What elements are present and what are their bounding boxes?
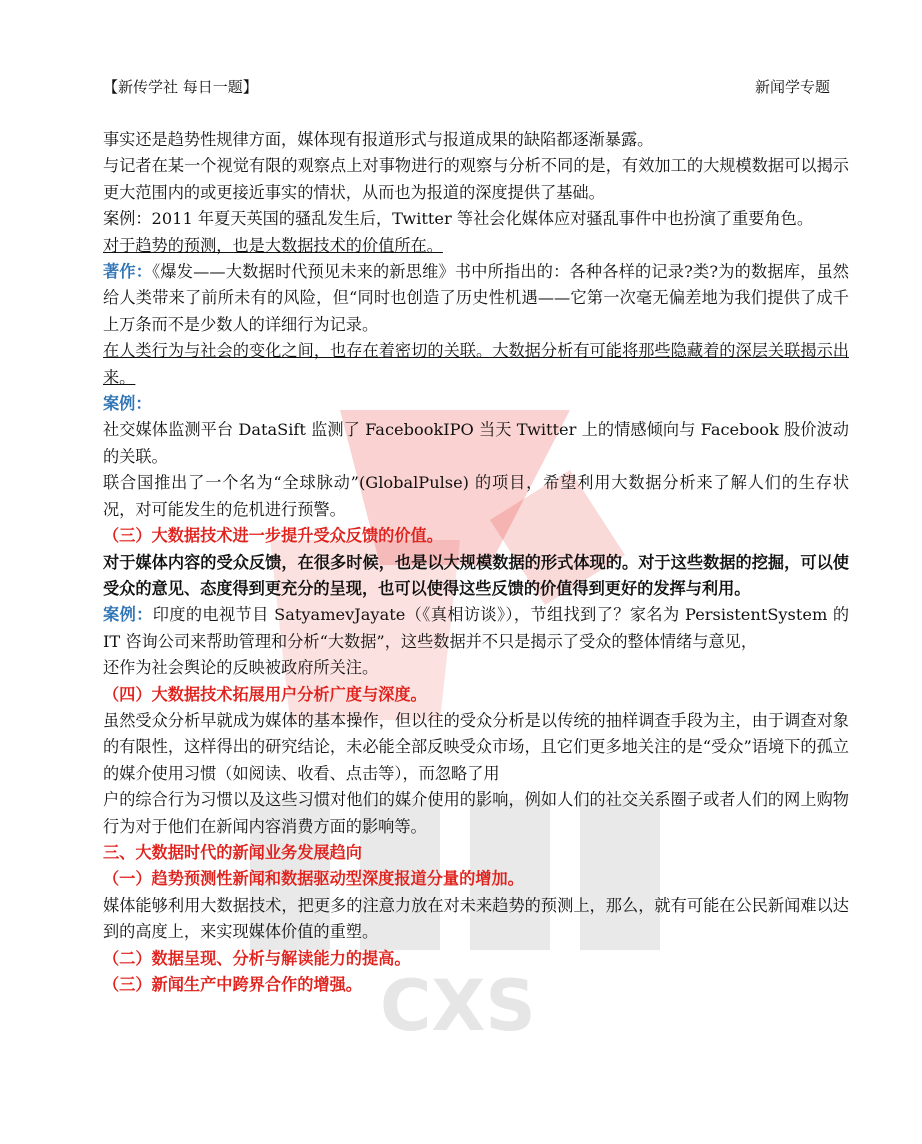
- article-body: [103, 127, 849, 998]
- section-heading: （二）数据呈现、分析与解读能力的提高。: [103, 948, 411, 968]
- paragraph: 媒体能够利用大数据技术，把更多的注意力放在对未来趋势的预测上，那么，就有可能在公民新闻难以达到的高度上，来实现媒体价值的重塑。: [103, 895, 849, 942]
- section-heading: （四）大数据技术拓展用户分析广度与深度。: [103, 684, 427, 704]
- underlined-paragraph: 对于趋势的预测，也是大数据技术的价值所在。: [103, 235, 443, 255]
- paragraph: 联合国推出了一个名为“全球脉动”(GlobalPulse) 的项目，希望利用大数据分析来了解人们的生存状况，对可能发生的危机进行预警。: [103, 473, 849, 519]
- watermark-text: CXS: [380, 965, 536, 1040]
- section-heading: （一）趋势预测性新闻和数据驱动型深度报道分量的增加。: [103, 869, 524, 889]
- paragraph-text: 印度的电视节目 SatyamevJayate（《真相访谈》），节组找到了？家名为 PersistentSystem 的 IT 咨询公司来帮助管理和分析“大数据”，这些数据并不只是揭示了受众的整体情绪与意见，: [103, 605, 850, 651]
- section-heading: （三）新闻生产中跨界合作的增强。: [103, 975, 362, 994]
- section-heading: 三、大数据时代的新闻业务发展趋向: [103, 842, 362, 862]
- paragraph: [103, 259, 849, 338]
- paragraph: 事实还是趋势性规律方面，媒体现有报道形式与报道成果的缺陷都逐渐暴露。: [103, 130, 654, 149]
- label-works: 著作：: [103, 262, 153, 282]
- label-case: 案例：: [103, 394, 152, 414]
- paragraph: [103, 602, 849, 655]
- paragraph: 户的综合行为习惯以及这些习惯对他们的媒介使用的影响，例如人们的社交关系圈子或者人们的网上购物行为对于他们在新闻内容消费方面的影响等。: [103, 790, 849, 836]
- header-right: 新闻学专题: [754, 78, 830, 96]
- paragraph: 虽然受众分析早就成为媒体的基本操作，但以往的受众分析是以传统的抽样调查手段为主，由于调查对象的有限性，这样得出的研究结论，未必能全部反映受众市场，且它们更多地关注的是“受众”语境下的孤立的媒介使用习惯（如阅读、收看、点击等），而忽略了用: [103, 710, 849, 783]
- paragraph-text: 《爆发——大数据时代预见未来的新思维》书中所指出的：各种各样的记录?类?为的数据库，虽然给人类带来了前所未有的风险，但“同时也创造了历史性机遇——它第一次毫无偏差地为我们提供了成千上万条而不是少数人的详细行为记录。: [103, 262, 849, 334]
- paragraph: 社交媒体监测平台 DataSift 监测了 FacebookIPO 当天 Twitter 上的情感倾向与 Facebook 股价波动的关联。: [103, 420, 849, 466]
- page-header: [103, 76, 830, 97]
- section-heading: （三）大数据技术进一步提升受众反馈的价值。: [103, 526, 443, 546]
- label-case: 案例：: [103, 605, 153, 625]
- paragraph: 还作为社会舆论的反映被政府所关注。: [103, 658, 379, 678]
- paragraph: 与记者在某一个视觉有限的观察点上对事物进行的观察与分析不同的是，有效加工的大规模数据可以揭示更大范围内的或更接近事实的情状，从而也为报道的深度提供了基础。: [103, 156, 849, 202]
- bold-paragraph: 对于媒体内容的受众反馈，在很多时候，也是以大规模数据的形式体现的。对于这些数据的挖掘，可以使受众的意见、态度得到更充分的呈现，也可以使得这些反馈的价值得到更好的发挥与利用。: [103, 552, 849, 598]
- paragraph: 案例：2011 年夏天英国的骚乱发生后，Twitter 等社会化媒体应对骚乱事件中也扮演了重要角色。: [103, 209, 814, 229]
- underlined-paragraph: 在人类行为与社会的变化之间，也存在着密切的关联。大数据分析有可能将那些隐藏着的深层关联揭示出来。: [103, 341, 849, 387]
- header-left: 【新传学社 每日一题】: [103, 78, 258, 96]
